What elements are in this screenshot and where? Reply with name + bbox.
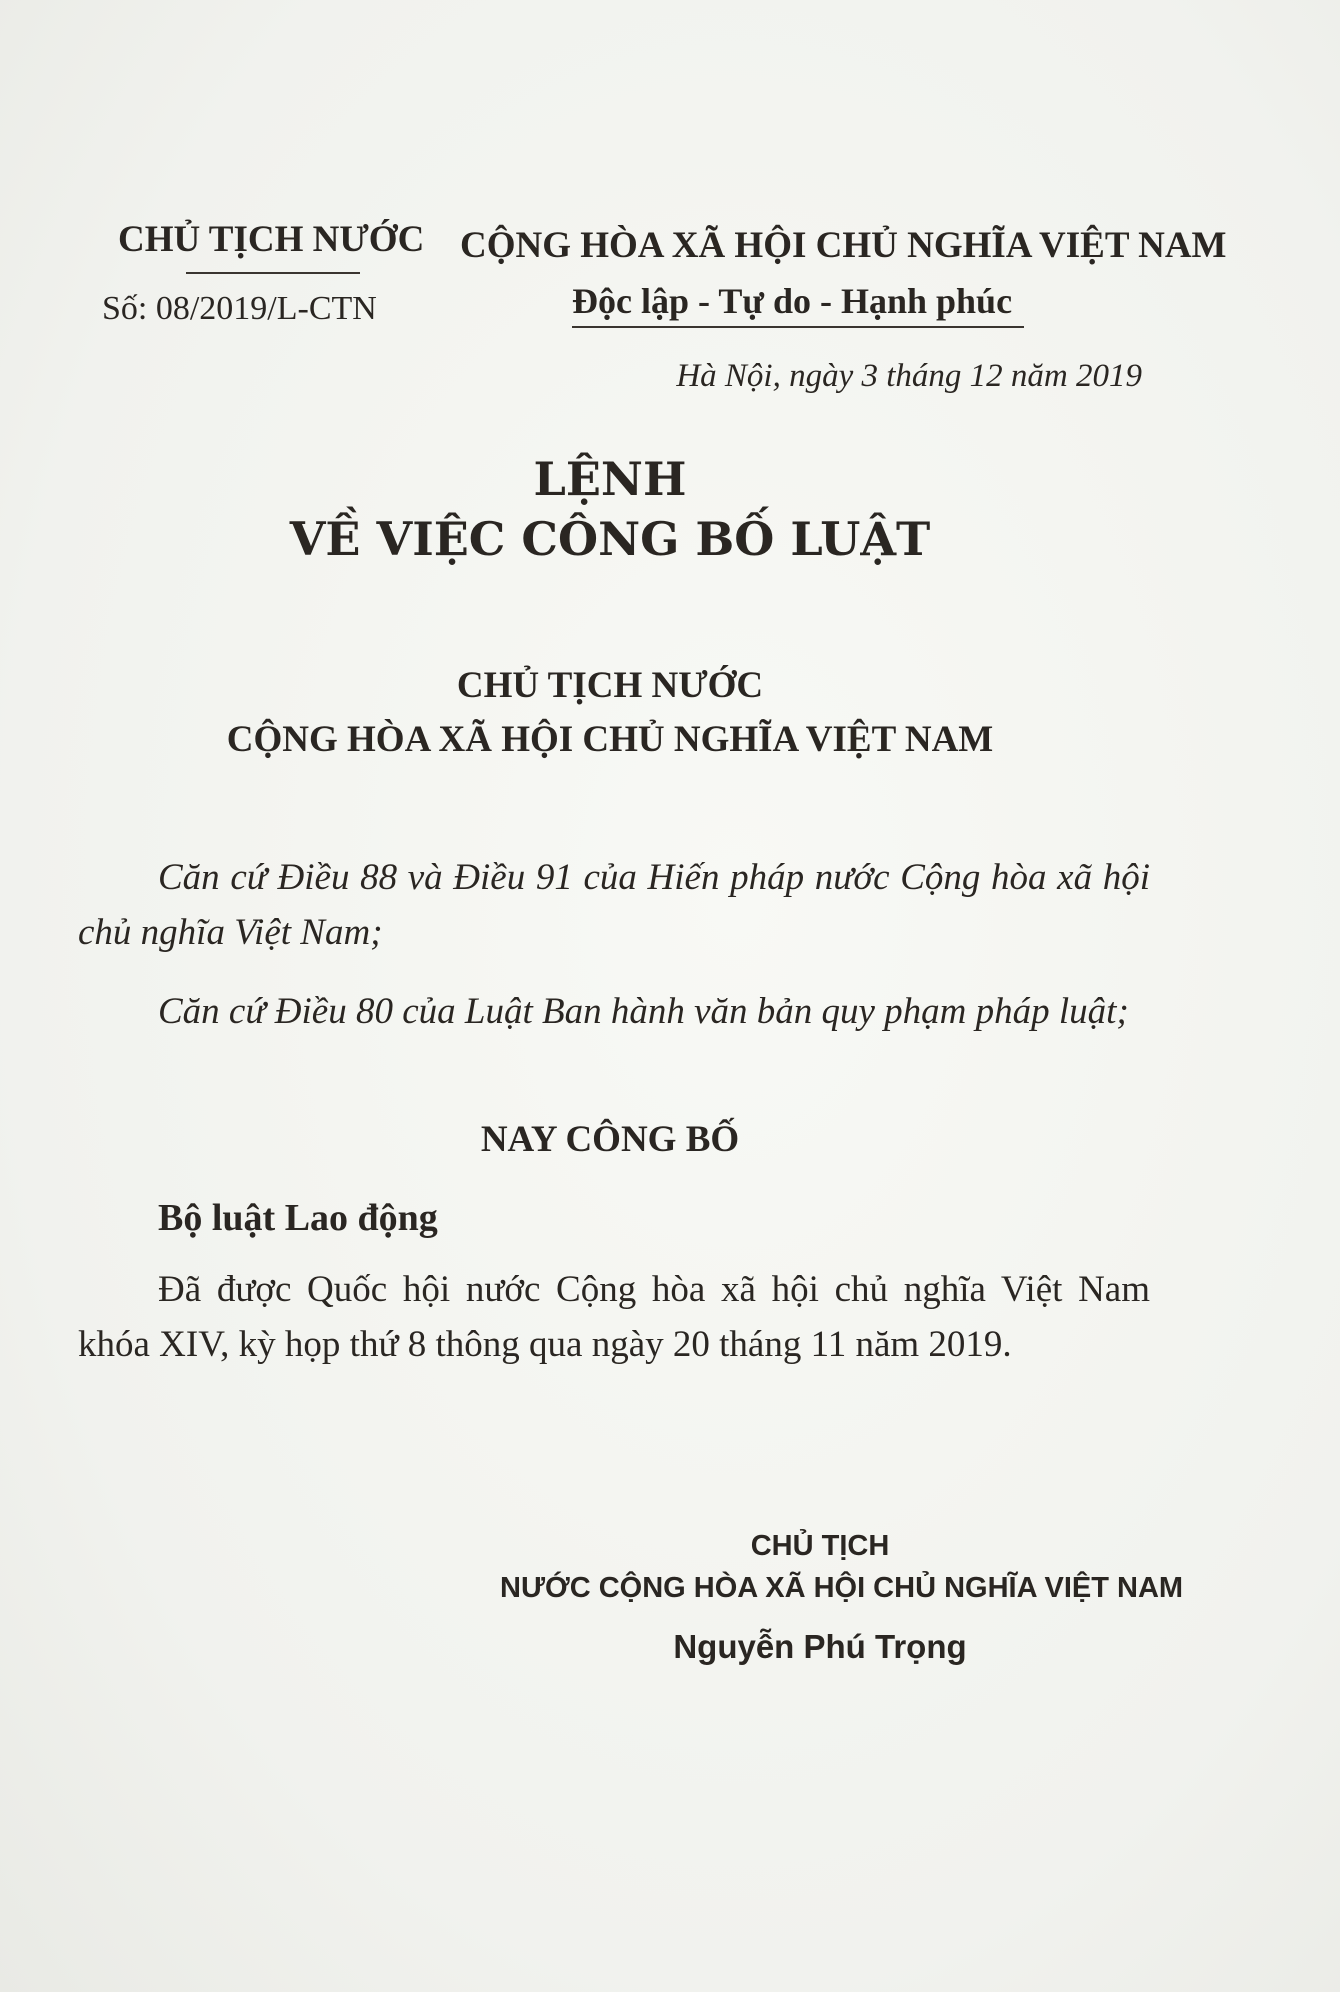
law-name: Bộ luật Lao động [158, 1197, 438, 1239]
document-number: Số: 08/2019/L-CTN [102, 290, 377, 327]
legal-basis-paragraph [78, 850, 1150, 960]
passed-text: Đã được Quốc hội nước Cộng hòa xã hội chủ nghĩa Việt Nam khóa XIV, kỳ họp thứ 8 thông qua ngày 20 tháng 11 năm 2019. [78, 1269, 1150, 1365]
national-motto: Độc lập - Tự do - Hạnh phúc [572, 281, 1013, 321]
document-subtitle: VỀ VIỆC CÔNG BỐ LUẬT [289, 512, 931, 566]
legal-basis-paragraph [78, 984, 1150, 1039]
legal-basis-text: Căn cứ Điều 80 của Luật Ban hành văn bản quy phạm pháp luật; [158, 991, 1129, 1032]
announcement-heading: NAY CÔNG BỐ [480, 1119, 740, 1160]
signature-title: CHỦ TỊCH [750, 1530, 890, 1562]
signature-office: NƯỚC CỘNG HÒA XÃ HỘI CHỦ NGHĨA VIỆT NAM [500, 1572, 1184, 1604]
place-date: Hà Nội, ngày 3 tháng 12 năm 2019 [676, 358, 1142, 394]
authority-nation: CỘNG HÒA XÃ HỘI CHỦ NGHĨA VIỆT NAM [226, 719, 994, 760]
issuer-underline [186, 272, 360, 274]
legal-basis-text: Căn cứ Điều 88 và Điều 91 của Hiến pháp nước Cộng hòa xã hội chủ nghĩa Việt Nam; [78, 857, 1150, 953]
authority-heading: CHỦ TỊCH NƯỚC [456, 665, 764, 706]
motto-underline [572, 326, 1024, 328]
nation-heading: CỘNG HÒA XÃ HỘI CHỦ NGHĨA VIỆT NAM [460, 225, 1227, 266]
passed-paragraph [78, 1262, 1150, 1372]
signatory-name: Nguyễn Phú Trọng [673, 1628, 967, 1665]
issuer-heading: CHỦ TỊCH NƯỚC [118, 219, 425, 260]
document-title: LỆNH [533, 452, 687, 506]
